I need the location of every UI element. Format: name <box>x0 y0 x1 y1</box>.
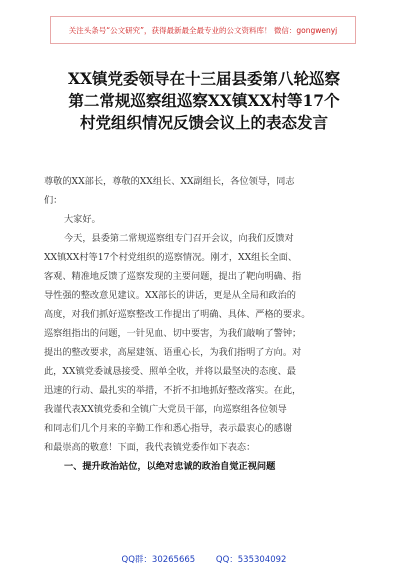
body-line: 们： <box>44 195 63 206</box>
title-line-1: XX镇党委领导在十三届县委第八轮巡察 <box>67 69 341 88</box>
body-line: 迅速的行动、最扎实的举措，不折不扣地抓好整改落实。在此， <box>44 385 302 396</box>
body-line: 导性强的整改意见建议。XX部长的讲话，更是从全局和政治的 <box>44 290 296 301</box>
section-heading: 一、提升政治站位，以绝对忠诚的政治自觉正视问题 <box>64 461 276 472</box>
body-line: 此，XX镇党委诚恳接受、照单全收，并将以最坚决的态度、最 <box>44 366 296 377</box>
document-body <box>44 172 370 476</box>
body-line: 尊敬的XX部长，尊敬的XX组长、XX副组长，各位领导，同志 <box>44 176 295 187</box>
footer-contact <box>0 553 408 569</box>
body-line: 和同志们几个月来的辛勤工作和悉心指导，表示最衷心的感谢 <box>44 423 293 434</box>
qq-number: QQ：535304092 <box>215 555 287 565</box>
body-line: 我谨代表XX镇党委和全镇广大党员干部，向巡察组各位领导 <box>44 404 287 415</box>
body-line: XX镇XX村等17个村党组织的巡察情况。刚才，XX组长全面、 <box>44 252 298 263</box>
body-line: 和最崇高的敬意！下面，我代表镇党委作如下表态： <box>44 442 256 453</box>
title-line-2: 第二常规巡察组巡察XX镇XX村等17个 <box>68 91 340 110</box>
body-line: 今天，县委第二常规巡察组专门召开会议，向我们反馈对 <box>64 233 294 244</box>
document-title <box>30 68 378 134</box>
body-line: 大家好。 <box>64 214 101 225</box>
title-line-3: 村党组织情况反馈会议上的表态发言 <box>79 113 328 132</box>
body-line: 提出的整改要求，高屋建瓴、语重心长，为我们指明了方向。对 <box>44 347 302 358</box>
qq-group-number: QQ群：30265665 <box>121 555 196 565</box>
body-line: 客观、精准地反馈了巡察发现的主要问题，提出了靶向明确、指 <box>44 271 302 282</box>
body-line: 巡察组指出的问题，一针见血、切中要害，为我们敲响了警钟； <box>44 328 302 339</box>
promo-banner: 关注头条号“公文研究”，获得最新最全最专业的公文资料库！ 微信：gongwenyj <box>50 16 356 44</box>
body-line: 高度，对我们抓好巡察整改工作提出了明确、具体、严格的要求。 <box>44 309 311 320</box>
